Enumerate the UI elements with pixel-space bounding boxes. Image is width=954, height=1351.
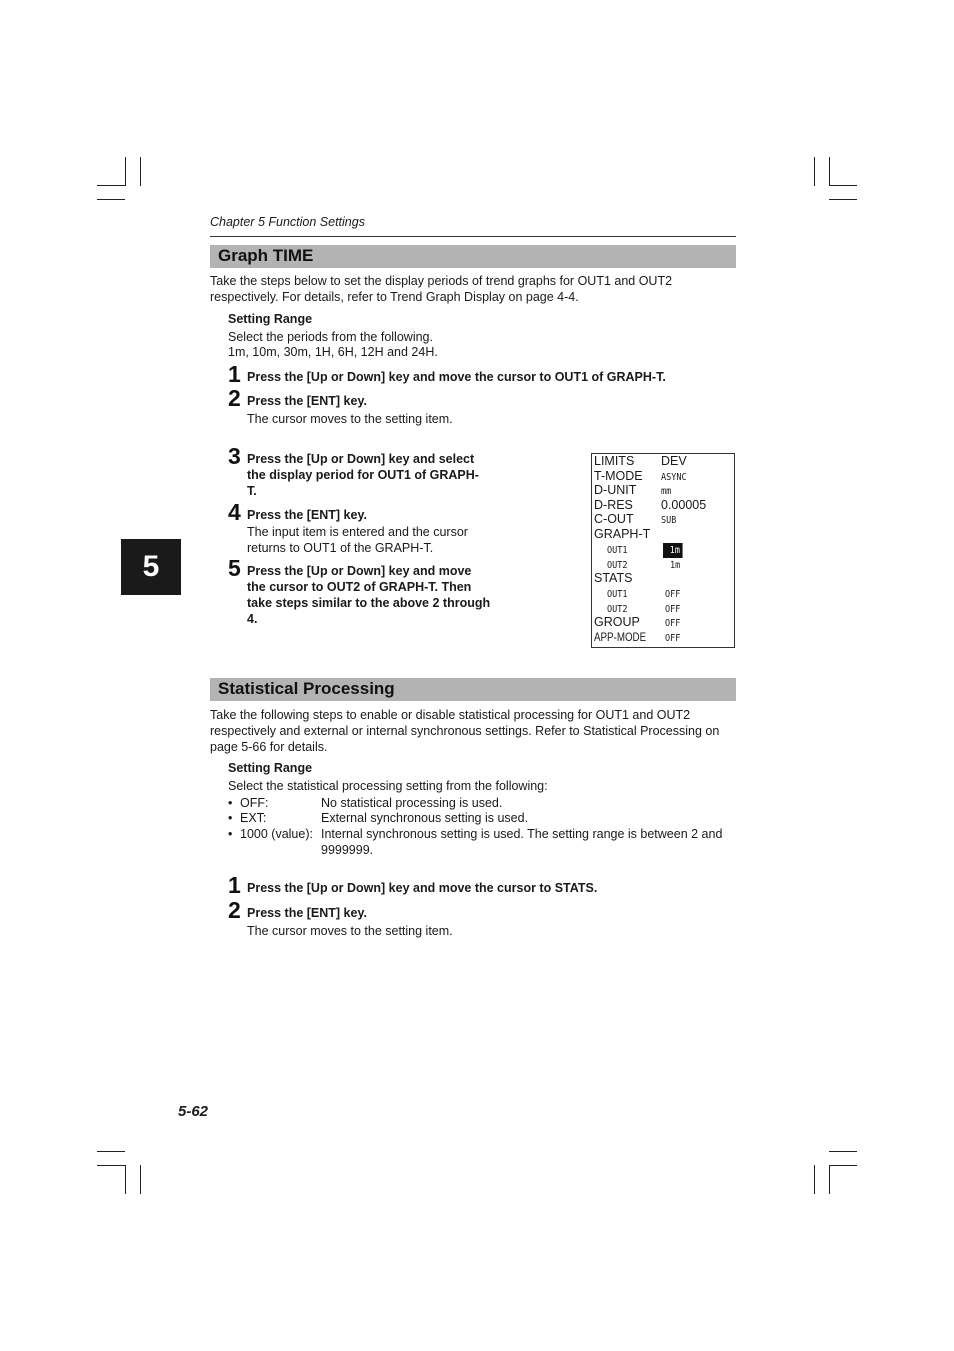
header-rule	[210, 236, 736, 237]
lcd-key: OUT2	[607, 559, 628, 571]
crop-mark	[829, 1165, 857, 1166]
bullet-dot: •	[228, 811, 233, 825]
step-instruction: Press the [ENT] key.	[247, 394, 367, 408]
option-description: External synchronous setting is used.	[321, 811, 529, 825]
chapter-tab: 5	[121, 539, 181, 595]
crop-mark	[829, 157, 830, 186]
lcd-key: T-MODE	[594, 468, 643, 483]
step-instruction: Press the [Up or Down] key and move the cursor to OUT1 of GRAPH-T.	[247, 370, 666, 384]
chapter-header: Chapter 5 Function Settings	[210, 215, 365, 229]
lcd-row	[592, 469, 734, 484]
lcd-key: GROUP	[594, 615, 640, 629]
step-number: 1	[228, 872, 241, 898]
step-note: The cursor moves to the setting item.	[247, 412, 453, 426]
page-number: 5-62	[178, 1103, 209, 1120]
step-instruction: Press the [ENT] key.	[247, 508, 367, 522]
list-item	[228, 810, 736, 826]
step-number: 5	[228, 555, 241, 581]
setting-range-text: Select the periods from the following.	[228, 330, 433, 344]
section-title: Statistical Processing	[218, 679, 395, 698]
stats-intro: Take the following steps to enable or disable statistical processing for OUT1 and OUT2 respectively and external or internal synchronous settings. Refer to Statistical Processing on page 5-66 for details.	[210, 708, 720, 754]
bullet-dot: •	[228, 827, 233, 841]
lcd-key: LIMITS	[594, 454, 635, 468]
option-description: Internal synchronous setting is used. The setting range is between 2 and 9999999.	[321, 827, 723, 857]
section-heading-statistical-processing	[210, 678, 736, 701]
lcd-key: GRAPH-T	[594, 526, 651, 541]
lcd-screen	[591, 453, 735, 648]
lcd-key: OUT1	[607, 545, 628, 556]
lcd-value: 1m	[670, 559, 681, 571]
setting-range-label: Setting Range	[228, 312, 313, 326]
option-description: No statistical processing is used.	[321, 796, 503, 810]
lcd-row	[592, 512, 734, 527]
step-instruction: Press the [Up or Down] key and select the display period for OUT1 of GRAPH-T.	[247, 452, 479, 498]
lcd-row	[592, 586, 734, 601]
bullet-dot: •	[228, 796, 233, 810]
crop-mark	[97, 1151, 125, 1152]
lcd-value: DEV	[661, 454, 687, 468]
lcd-key: C-OUT	[594, 512, 634, 526]
lcd-row	[592, 571, 734, 586]
lcd-selected-value: 1m	[663, 543, 683, 558]
lcd-row	[592, 630, 734, 645]
lcd-value: ASYNC	[661, 471, 687, 483]
step-number: 3	[228, 443, 241, 469]
setting-range-label: Setting Range	[228, 761, 313, 775]
lcd-key: STATS	[594, 571, 633, 585]
lcd-row	[592, 498, 734, 513]
lcd-row	[592, 454, 734, 469]
lcd-value: OFF	[665, 589, 681, 600]
lcd-row	[592, 483, 734, 498]
lcd-row	[592, 527, 734, 542]
lcd-value: OFF	[665, 604, 681, 615]
crop-mark	[125, 157, 126, 186]
crop-mark	[814, 157, 815, 186]
step-instruction: Press the [Up or Down] key and move the cursor to OUT2 of GRAPH-T. Then take steps similar to the above 2 through 4.	[247, 564, 491, 626]
option-key: OFF:	[240, 796, 269, 810]
lcd-key: D-RES	[594, 497, 633, 512]
step-number: 2	[228, 385, 241, 411]
lcd-row	[592, 557, 734, 572]
step-instruction: Press the [ENT] key.	[247, 906, 367, 920]
step-number: 4	[228, 499, 241, 525]
crop-mark	[140, 1165, 141, 1194]
graph-time-intro: Take the steps below to set the display periods of trend graphs for OUT1 and OUT2 respectively. For details, refer to Trend Graph Display on page 4-4.	[210, 274, 673, 304]
list-item	[228, 826, 736, 858]
lcd-value: OFF	[665, 633, 681, 644]
lcd-value: mm	[661, 486, 672, 497]
step-number: 1	[228, 361, 241, 387]
crop-mark	[829, 185, 857, 186]
lcd-row	[592, 542, 734, 557]
lcd-row	[592, 615, 734, 630]
lcd-key: APP-MODE	[594, 632, 647, 644]
lcd-row	[592, 601, 734, 616]
crop-mark	[814, 1165, 815, 1194]
lcd-value: 0.00005	[661, 497, 707, 512]
crop-mark	[829, 1165, 830, 1194]
option-key: 1000 (value):	[240, 827, 313, 841]
crop-mark	[125, 1165, 126, 1194]
crop-mark	[97, 1165, 125, 1166]
option-key: EXT:	[240, 811, 267, 825]
section-title: Graph TIME	[218, 246, 314, 265]
crop-mark	[97, 185, 125, 186]
crop-mark	[829, 1151, 857, 1152]
list-item	[228, 795, 736, 811]
lcd-key: OUT1	[607, 589, 628, 600]
step-number: 2	[228, 897, 241, 923]
section-heading-graph-time	[210, 245, 736, 268]
lcd-key: D-UNIT	[594, 483, 637, 497]
lcd-value: OFF	[665, 618, 681, 629]
setting-range-text: Select the statistical processing setting from the following:	[228, 779, 548, 793]
lcd-key: OUT2	[607, 604, 628, 615]
setting-range-values: 1m, 10m, 30m, 1H, 6H, 12H and 24H.	[228, 345, 438, 359]
lcd-value: SUB	[661, 515, 677, 526]
step-note: The cursor moves to the setting item.	[247, 924, 453, 938]
step-note: The input item is entered and the cursor returns to OUT1 of the GRAPH-T.	[247, 525, 468, 555]
crop-mark	[97, 199, 125, 200]
crop-mark	[140, 157, 141, 186]
step-instruction: Press the [Up or Down] key and move the cursor to STATS.	[247, 881, 598, 895]
crop-mark	[829, 199, 857, 200]
